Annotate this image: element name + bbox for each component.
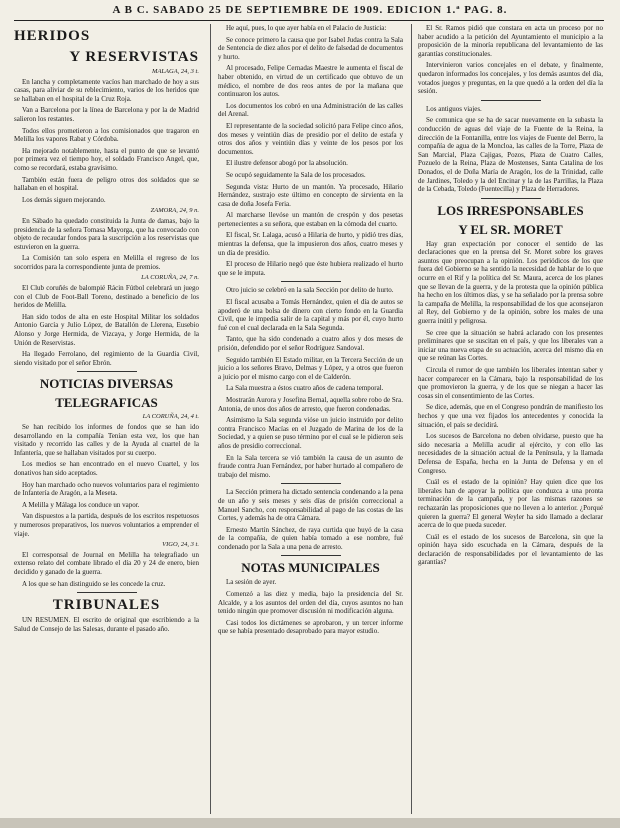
paragraph: Cuál es el estado de los sucesos de Barcelona, sin que la opinión haya sido escuchada en la Cámara, después de la declaración de responsabilidades por el levantamiento de las garantías?	[418, 532, 603, 567]
paragraph: Segunda vista: Hurto de un mantón. Ya procesado, Hilario Hernández, sustrajo este último en concepto de sirvienta en la casa de doña Josefa Feria.	[218, 182, 403, 208]
paragraph: Cuál es el estado de la opinión? Hay quien dice que los liberales han de apoyar la política que conduzca a una pronta terminación de la campaña, y por las mismas razones se rechazarán las proposiciones que no lleven a lo anterior. ¿Porqué quieren la guerra? El general Weyler ha sido llamado a declarar acerca de lo que pueda suceder.	[418, 478, 603, 530]
header-rule	[14, 20, 604, 21]
paragraph: Van dispuestos a la partida, después de los escritos respetuosos y numerosos preparativos, los nuevos voluntarios a emprender el viaje.	[14, 512, 199, 538]
headline-noticias-2: TELEGRAFICAS	[55, 395, 158, 411]
paragraph: Los antiguos viajes.	[426, 104, 482, 113]
paragraph: El corresponsal de Journal en Melilla ha telegrafiado un extenso relato del combate librado el día 20 y 24 de enero, bien decidido y ganado de la guerra.	[14, 550, 199, 576]
paragraph: La sesión de ayer.	[226, 578, 277, 587]
paragraph: A Melilla y Málaga los conduce un vapor.	[22, 500, 140, 509]
paragraph: El representante de la sociedad solicitó para Felipe cinco años, dos meses y veintiún días de presidio por el delito de estafa y otros dos años y veintiún días y veinte de los pesos por los documentos.	[218, 121, 403, 156]
paragraph: La Sección primera ha dictado sentencia condenando a la pena de un año y seis meses y seis días de prisión correccional a Manuel Sancho, con responsabilidad al pago de las costas de las Cortes, y además ha de otra Cámara.	[218, 488, 403, 523]
paragraph: Los documentos los cobró en una Administración de las calles del Arenal.	[218, 101, 403, 119]
column-3	[418, 24, 603, 814]
paragraph: El Sr. Ramos pidió que constara en acta un proceso por no haber acudido a la petición del Ayuntamiento el municipio a la proposición de la minoría republicana del levantamiento de las garantías constitucionales.	[418, 24, 603, 58]
section-separator	[77, 371, 137, 372]
dateline: VIGO, 24, 3 t.	[162, 541, 199, 549]
paragraph: Mostrarán Aurora y Josefina Bernal, aquella sobre robo de Sra. Antonia, de unos dos años de arresto, que fueron condenadas.	[218, 395, 403, 413]
column-2	[218, 24, 403, 814]
paragraph: La Comisión tan solo espera en Melilla el regreso de los socorridos para la correspondiente junta de premios.	[14, 254, 199, 271]
paragraph: Se cree que la situación se habrá aclarado con los presentes preliminares que se suscitan en el país, y que los liberales van a iniciar una nueva etapa de su actuación, acerca del mismo día en que se reúnan las Cortes.	[418, 328, 603, 363]
page-header: A B C. SABADO 25 DE SEPTIEMBRE DE 1909. EDICION 1.ª PAG. 8.	[112, 4, 508, 16]
bottom-margin-bar	[0, 818, 620, 828]
column-rule-2	[411, 24, 412, 814]
column-rule-1	[210, 24, 211, 814]
paragraph: En Sábado ha quedado constituida la Junta de damas, bajo la presidencia de la señora Tomasa Mayorga, que ha convocado con objeto de recaudar fondos para la suscripción a los reservistas que estuvieron en la guerra.	[14, 216, 199, 251]
paragraph: Hoy han marchado ocho nuevos voluntarios para el regimiento de Infantería de Aragón, a la Meseta.	[14, 480, 199, 498]
paragraph: En lancha y completamente vacíos han marchado de hoy a sus casas, para aliviar de su reblecimiento, varios de los heridos que se hallaban en el hospital de la Cruz Roja.	[14, 77, 199, 103]
headline-heridos-2: Y RESERVISTAS	[69, 49, 199, 65]
paragraph: Se comunica que se ha de sacar nuevamente en la subasta la conducción de aguas del viaje de la Fuente de la Reina, la dirección de la Fontanilla, entre los viajes de Fuente del Berro, la compañía de agua de la Moncloa, las calles de la Torre, Plaza de San Marcial, Plaza Cajigas, Pozos, Plaza de Cuatro Calles, Pozuelo de la Reina, Plaza de Mostenses, Santa Catalina de los Donados, el de Doña María de Aragón, los de la Trinidad, calle de Jardines, Toledo y la del Encinar y la de las Parrillas, la Plaza de la Cebada, Toledo (Fuentecilla) y Plaza de Herradores.	[418, 116, 603, 194]
paragraph: A los que se han distinguido se les concede la cruz.	[22, 579, 166, 588]
headline-irresponsables-1: LOS IRRESPONSABLES	[437, 202, 584, 218]
paragraph: Hay gran expectación por conocer el sentido de las declaraciones que en la prensa del Sr. Moret sobre los graves asuntos que preocupan a la opinión. Los periódicos de los que fuera del Gobierno se ha sentido la necesidad de hablar de lo que ocurre en el Rif y la política del Sr. Maura, acerca de los planes que se llevan de la guerra, y de la protesta que la opinión pública ha hecho en los últimos días, y se ha señalado por la prensa sobre la campaña de Melilla, la responsabilidad de los que aconsejaron al Rey, del Gobierno y de la opinión, sobre los males de una guerra inútil y peligrosa.	[418, 239, 603, 326]
paragraph: Otro juicio se celebró en la sala Sección por delito de hurto.	[226, 286, 394, 295]
headline-tribunales: TRIBUNALES	[52, 597, 161, 614]
paragraph: Se conoce primero la causa que por Isabel Judas contra la Sala de Sentencia de diez años por el delito de falsedad de documentos y hurto.	[218, 35, 403, 61]
section-separator	[281, 281, 341, 282]
paragraph: Comenzó a las diez y media, bajo la presidencia del Sr. Alcalde, y a los asuntos del orden del día, cuyos asuntos no han tenido ningún que promover discusión ni modificación alguna.	[218, 590, 403, 616]
section-separator	[481, 198, 541, 199]
paragraph: Ha llegado Ferrolano, del regimiento de la Guardia Civil, siendo visitado por el señor Ebrón.	[14, 350, 199, 367]
paragraph: Circula el rumor de que también los liberales intentan saber y hacer comparecer en la Cámara, bajo la responsabilidad de los que promovieron la guerra, y de los que se niegan a hacer las cosas sin el consentimiento de las Cortes.	[418, 366, 603, 400]
paragraph: Los medios se han encontrado en el nuevo Cuartel, y los donativos han sido aceptados.	[14, 460, 199, 477]
paragraph: Se ocupó seguidamente la Sala de los procesados.	[226, 170, 366, 179]
section-separator	[281, 555, 341, 556]
paragraph: Tanto, que ha sido condenado a cuatro años y dos meses de prisión, defendido por el señor Rodríguez Sandoval.	[218, 335, 403, 352]
paragraph: Casi todos los dictámenes se aprobaron, y un tercer informe que se había presentado desaprobado para mayor estudio.	[218, 618, 403, 636]
paragraph: Todos ellos prometieron a los comisionados que tragaron en Melilla los vapores Rabat y Córdoba.	[14, 126, 199, 144]
paragraph: Se han recibido los informes de fondos que se han ido desarrollando en la compañía Tenían esta vez, los que han visitado y recorrido las calles y de la Ayuda al cuartel de la Infantería, que se hallaban visitados por su cuerpo.	[14, 423, 199, 457]
paragraph: Van a Barcelona por la línea de Barcelona y por la de Madrid salieron los restantes.	[14, 106, 199, 123]
column-1	[14, 24, 199, 814]
paragraph: También están fuera de peligro otros dos soldados que se hallaban en el hospital.	[14, 175, 199, 193]
paragraph: El fiscal acusaba a Tomás Hernández, quien el día de autos se apoderó de una bolsa de dinero con cierto fondo en la Guardia Civil, que le impedía salir de la capital y más por él, cuyo hurto fué con el cual declarada en la Sala Segunda.	[218, 298, 403, 332]
headline-noticias-1: NOTICIAS DIVERSAS	[39, 376, 174, 392]
section-separator	[281, 483, 341, 484]
paragraph: El Club coruñés de balompié Rácin Fútbol celebrará un juego con el Club de Foot-Ball Toreno, destinado a beneficio de los heridos de Melilla.	[14, 284, 199, 310]
paragraph: Los demás siguen mejorando.	[22, 195, 106, 204]
dateline: LA CORUÑA, 24, 4 t.	[142, 413, 199, 421]
paragraph: El proceso de Hilario negó que éste hubiera realizado el hurto que se le imputa.	[218, 260, 403, 277]
headline-notas: NOTAS MUNICIPALES	[241, 560, 380, 576]
paragraph: Al marcharse llevóse un mantón de crespón y dos pesetas pertenecientes a su señora, que estaban en la cómoda del cuarto.	[218, 211, 403, 228]
paragraph: He aquí, pues, lo que ayer había en el Palacio de Justicia:	[226, 24, 387, 32]
paragraph: Se dice, además, que en el Congreso pondrán de manifiesto los hechos y que una vez fijados los antecedentes y conocida la situación, el país se decidirá.	[418, 403, 603, 429]
headline-heridos-1: HERIDOS	[14, 28, 91, 44]
paragraph: Ha mejorado notablemente, hasta el punto de que se levantó por primera vez el tiempo hoy, el soldado Francisco Angel, que, como se recordará, estaba gravísimo.	[14, 146, 199, 172]
dateline: LA CORUÑA, 24, 7 n.	[141, 274, 199, 282]
paragraph: Los sucesos de Barcelona no deben olvidarse, puesto que ha sido necesaria a Melilla acudir al ejército, y con ello las necesidades de la situación actual de la Península, y la llamada Defensa de España, hecha en la Junta de Defensa y en el Congreso.	[418, 432, 603, 475]
paragraph: El ilustre defensor abogó por la absolución.	[226, 159, 348, 168]
paragraph: Ernesto Martín Sánchez, de raya curtida que huyó de la casa de la compañía, de quien había tomado a ese nombre, fué condenado por la Sala a una pena de arresto.	[218, 525, 403, 551]
dateline: ZAMORA, 24, 9 n.	[150, 207, 199, 215]
paragraph: Al procesado, Felipe Cernadas Maestre le aumenta el fiscal de haber obtenido, en virtud de un certificado que obtuvo de un médico, el nombre de dos reos antes de por la mañana que continuaron los autos.	[218, 64, 403, 99]
paragraph: Intervinieron varios concejales en el debate, y finalmente, quedaron informados los concejales, y los demás asuntos del día, votados juegos y preguntas, en la que quedó a la orden del día la sesión.	[418, 61, 603, 96]
paragraph: Han sido todos de alta en este Hospital Militar los soldados Antonio García y Julio López, de Batallón de Llerena, Eusebio Alonso y Jorge Hermida, de Vizcaya, y Jorge Hermida, de la Unión de Reservistas.	[14, 312, 199, 347]
paragraph: UN RESUMEN. El escrito de original que escribiendo a la Salud de Consejo de las Salesas, durante el pasado año.	[14, 616, 199, 633]
headline-irresponsables-2: Y EL SR. MORET	[458, 221, 563, 237]
paragraph: En la Sala tercera se vió también la causa de un asunto de fraude contra Juan Fernández, por haber hurtado al compañero de trabajo del mismo.	[218, 453, 403, 479]
dateline: MALAGA, 24, 3 t.	[152, 68, 199, 75]
paragraph: El fiscal, Sr. Lalaga, acusó a Hilaria de hurto, y pidió tres días, mientras la defensa, que la impusieron dos años, cuatro meses y un día de presidio.	[218, 231, 403, 257]
section-separator	[481, 100, 541, 101]
paragraph: La Sala muestra a éstos cuatro años de cadena temporal.	[226, 384, 384, 393]
paragraph: Asimismo la Sala segunda vióse un juicio instruido por delito contra Francisco Macías en el Juzgado de Marina de los de la Sociedad, y a quien se puso término por el cual se le pidieron seis años de presidio correccional.	[218, 416, 403, 450]
paragraph: Seguido también El Estado militar, en la Tercera Sección de un juicio a los señores Bravo, Delmas y López, y a otros que fueron a juicio por el mismo cargo con el de Calderón.	[218, 355, 403, 381]
section-separator	[77, 592, 137, 593]
